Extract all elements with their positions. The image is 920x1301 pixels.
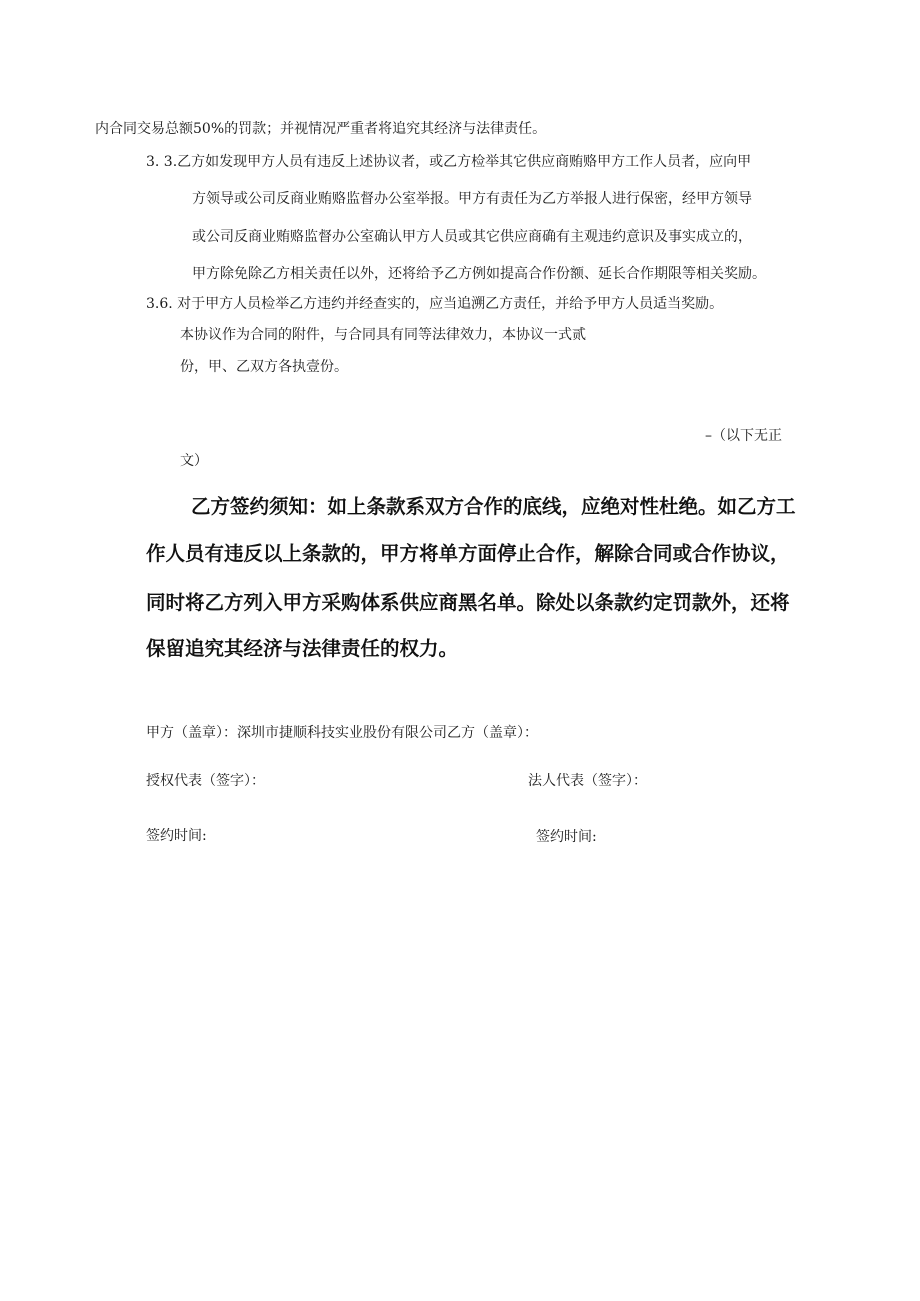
notice-line-4: 保留追究其经济与法律责任的权力。 [146,637,459,660]
legal-representative-label: 法人代表（签字）： [528,773,647,789]
sign-time-label-party-a: 签约时间: [146,828,207,844]
clause-3-3-line-1: 3. 3.乙方如发现甲方人员有违反上述协议者，或乙方检举其它供应商贿赂甲方工作人员者，应向甲 [146,154,752,170]
clause-3-3-line-3: 或公司反商业贿赂监督办公室确认甲方人员或其它供应商确有主观违约意识及事实成立的， [192,229,752,245]
clause-3-6-line: 3.6. 对于甲方人员检举乙方违约并经查实的，应当追溯乙方责任，并给予甲方人员适当奖励。 [146,296,724,312]
notice-line-1: 乙方签约须知：如上条款系双方合作的底线，应绝对性杜绝。如乙方工 [191,495,796,518]
end-mark-part2: 文） [180,453,208,469]
clause-3-3-line-2: 方领导或公司反商业贿赂监督办公室举报。甲方有责任为乙方举报人进行保密，经甲方领导 [192,191,752,207]
clause-penalty-line: 内合同交易总额50%的罚款；并视情况严重者将追究其经济与法律责任。 [95,121,547,137]
validity-line-1: 本协议作为合同的附件，与合同具有同等法律效力，本协议一式贰 [180,327,586,343]
validity-line-2: 份，甲、乙双方各执壹份。 [180,359,348,375]
notice-line-2: 作人员有违反以上条款的，甲方将单方面停止合作，解除合同或合作协议， [146,542,790,565]
sign-time-label-party-b: 签约时间: [536,829,597,845]
authorized-representative-label: 授权代表（签字）： [146,773,265,789]
notice-line-3: 同时将乙方列入甲方采购体系供应商黑名单。除处以条款约定罚款外，还将 [146,591,790,614]
end-mark-part1: –（以下无正 [705,428,782,444]
clause-3-3-line-4: 甲方除免除乙方相关责任以外，还将给予乙方例如提高合作份额、延长合作期限等相关奖励。 [192,266,766,282]
signature-party-line: 甲方（盖章）：深圳市捷顺科技实业股份有限公司乙方（盖章）： [146,725,538,741]
